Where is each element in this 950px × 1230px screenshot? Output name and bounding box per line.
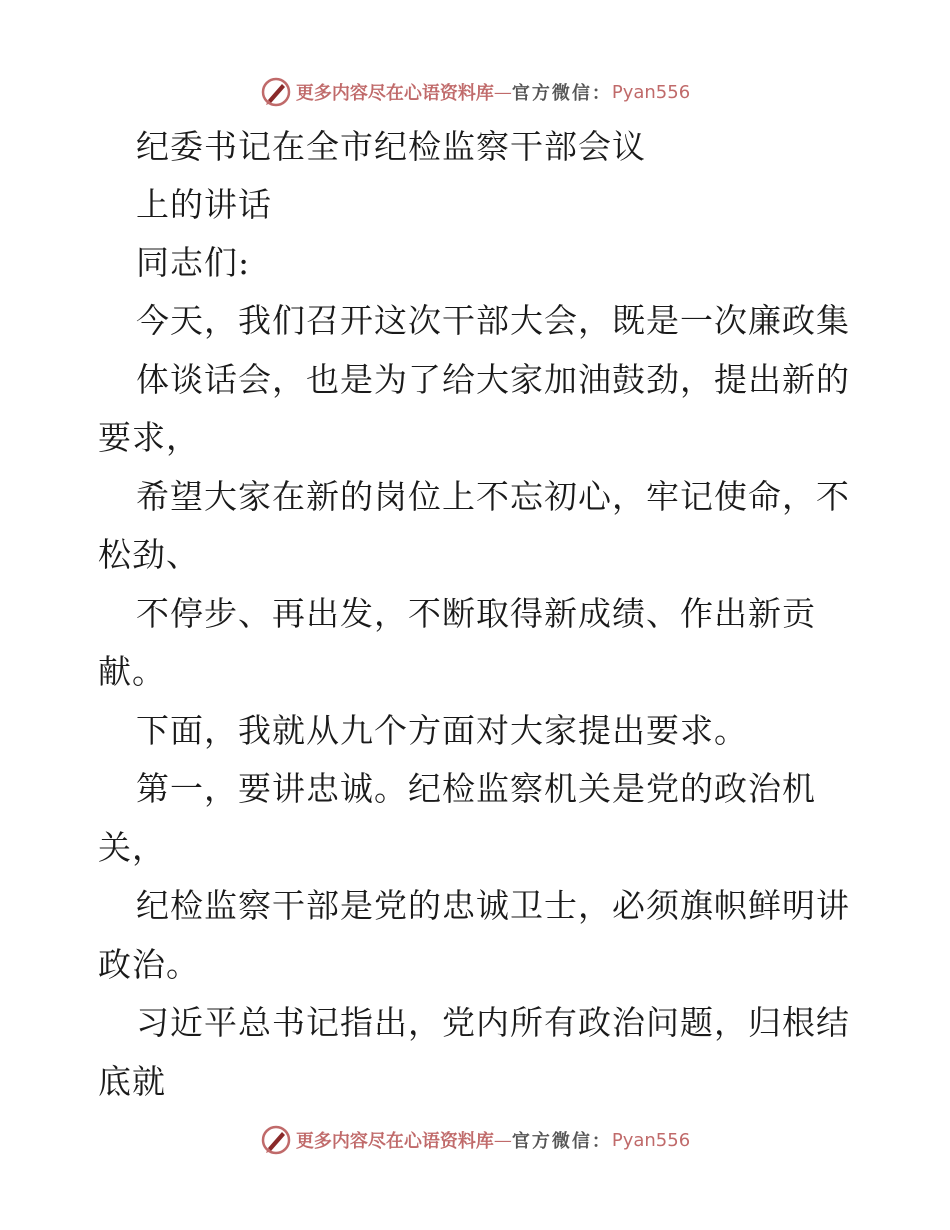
footer-banner — [0, 1120, 950, 1160]
banner-official-text: 官方微信： — [511, 83, 612, 104]
paragraph-line: 希望大家在新的岗位上不忘初心，牢记使命，不 — [136, 477, 850, 516]
banner-wechat-id: Pyan556 — [611, 1129, 691, 1151]
banner-wechat-id: Pyan556 — [611, 81, 691, 103]
paragraph-line: 纪检监察干部是党的忠诚卫士，必须旗帜鲜明讲 — [136, 886, 850, 925]
paragraph-line: 习近平总书记指出，党内所有政治问题，归根结 — [136, 1003, 850, 1042]
banner-site-text: 更多内容尽在心语资料库 — [295, 83, 494, 104]
paragraph-line: 政治。 — [98, 945, 200, 984]
pen-logo-icon — [260, 1124, 292, 1156]
paragraph-line: 今天，我们召开这次干部大会，既是一次廉政集 — [136, 301, 850, 340]
document-title-line-1: 纪委书记在全市纪检监察干部会议 — [136, 127, 646, 166]
paragraph-line: 下面，我就从九个方面对大家提出要求。 — [136, 711, 748, 750]
paragraph-line: 第一，要讲忠诚。纪检监察机关是党的政治机 — [136, 769, 816, 808]
paragraph-line: 松劲、 — [98, 535, 200, 574]
paragraph-line: 要求， — [98, 418, 200, 457]
paragraph-line: 底就 — [98, 1062, 166, 1101]
banner-dash: — — [493, 81, 512, 103]
paragraph-line: 不停步、再出发，不断取得新成绩、作出新贡 — [136, 594, 816, 633]
banner-dash: — — [493, 1129, 512, 1151]
banner-site-text: 更多内容尽在心语资料库 — [295, 1131, 494, 1152]
banner-official-text: 官方微信： — [511, 1131, 612, 1152]
paragraph-line: 献。 — [98, 652, 166, 691]
paragraph-line: 关， — [98, 828, 166, 867]
paragraph-line: 体谈话会，也是为了给大家加油鼓劲，提出新的 — [136, 360, 850, 399]
document-title-line-2: 上的讲话 — [136, 185, 272, 224]
salutation: 同志们: — [136, 243, 251, 282]
